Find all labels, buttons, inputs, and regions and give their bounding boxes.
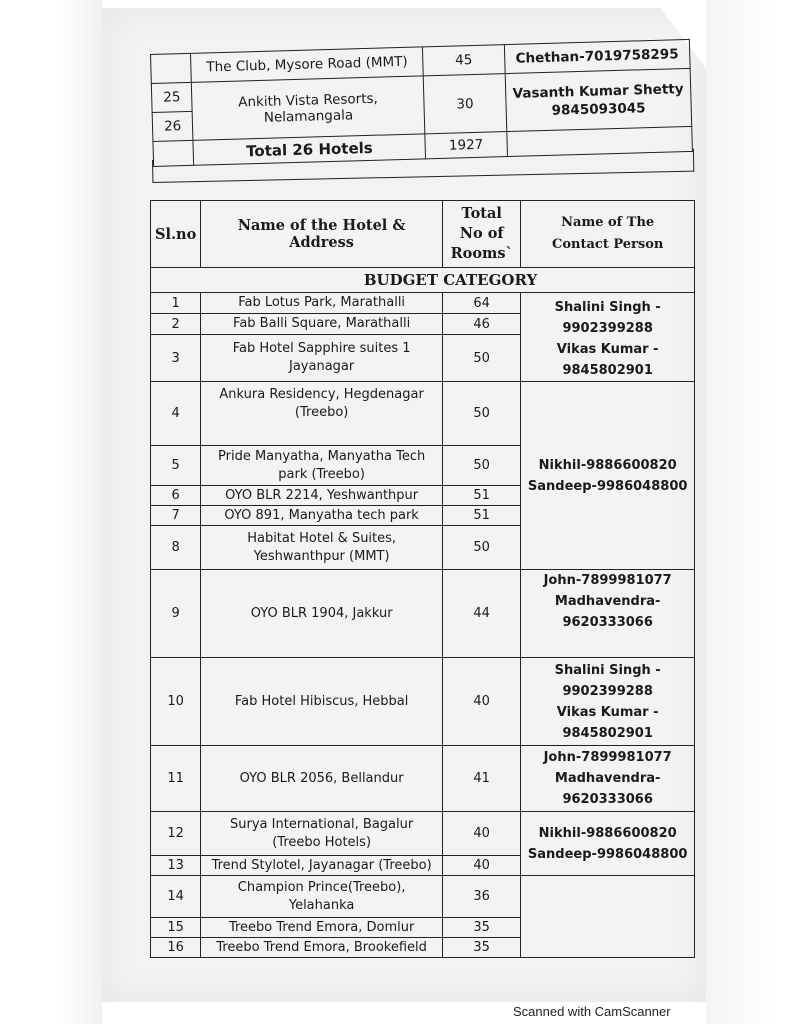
sl-cell: 15 (151, 918, 201, 938)
page-shadow-left (60, 0, 102, 1024)
category-row (151, 268, 695, 293)
hotel-name-cell: Treebo Trend Emora, Brookefield (201, 938, 443, 958)
hotel-name-cell: Pride Manyatha, Manyatha Tech park (Treebo) (201, 446, 443, 486)
total-rooms: 1927 (425, 132, 507, 159)
rooms-cell: 44 (443, 570, 521, 658)
sl-cell: 6 (151, 486, 201, 506)
hotel-name-cell: Surya International, Bagalur (Treebo Hotels) (201, 812, 443, 856)
sl-cell: 3 (151, 335, 201, 382)
scanner-watermark: Scanned with CamScanner (513, 1004, 671, 1019)
hotel-name-cell: Fab Hotel Sapphire suites 1 Jayanagar (201, 335, 443, 382)
header-row (151, 201, 695, 268)
sl-cell: 12 (151, 812, 201, 856)
category-heading: BUDGET CATEGORY (151, 268, 695, 293)
rooms-cell: 50 (443, 446, 521, 486)
header-name: Name of the Hotel & Address (201, 201, 443, 268)
sl-cell: 25 (151, 82, 192, 112)
table-row (151, 658, 695, 746)
rooms-cell: 64 (443, 293, 521, 314)
rooms-cell: 40 (443, 812, 521, 856)
header-sl: Sl.no (151, 201, 201, 268)
rooms-cell: 35 (443, 938, 521, 958)
sl-cell: 9 (151, 570, 201, 658)
sl-cell: 13 (151, 856, 201, 876)
hotel-name-cell: Treebo Trend Emora, Domlur (201, 918, 443, 938)
sl-cell: 8 (151, 526, 201, 570)
hotel-name-cell: OYO BLR 1904, Jakkur (201, 570, 443, 658)
rooms-cell: 50 (443, 526, 521, 570)
rooms-cell: 50 (443, 382, 521, 446)
contact-cell: Nikhil-9886600820 Sandeep-9986048800 (521, 812, 695, 876)
hotel-name-cell: Ankith Vista Resorts, Nelamangala (192, 76, 425, 140)
rooms-cell: 45 (422, 45, 504, 76)
sl-cell: 14 (151, 876, 201, 918)
rooms-cell: 51 (443, 486, 521, 506)
top-table (150, 39, 693, 167)
hotel-name-cell: Trend Stylotel, Jayanagar (Treebo) (201, 856, 443, 876)
hotel-name-cell: OYO 891, Manyatha tech park (201, 506, 443, 526)
sl-cell: 10 (151, 658, 201, 746)
sl-cell: 1 (151, 293, 201, 314)
hotel-name-cell: The Club, Mysore Road (MMT) (191, 47, 423, 82)
rooms-cell: 50 (443, 335, 521, 382)
rooms-cell: 40 (443, 856, 521, 876)
sl-cell: 11 (151, 746, 201, 812)
table-row (151, 293, 695, 314)
budget-hotels-table (150, 200, 695, 958)
rooms-cell: 36 (443, 876, 521, 918)
sl-cell: 26 (152, 111, 193, 141)
hotel-name-cell: Fab Lotus Park, Marathalli (201, 293, 443, 314)
table-row (151, 570, 695, 658)
sl-cell: 4 (151, 382, 201, 446)
rooms-cell: 46 (443, 314, 521, 335)
rooms-cell: 35 (443, 918, 521, 938)
sl-cell: 16 (151, 938, 201, 958)
hotel-name-cell: Habitat Hotel & Suites, Yeshwanthpur (MMT) (201, 526, 443, 570)
rooms-cell: 51 (443, 506, 521, 526)
contact-cell: Shalini Singh - 9902399288 Vikas Kumar - 9845802901 (521, 293, 695, 382)
hotel-name-cell: OYO BLR 2056, Bellandur (201, 746, 443, 812)
hotel-name-cell: Fab Hotel Hibiscus, Hebbal (201, 658, 443, 746)
sl-cell (151, 53, 192, 83)
table-row (151, 746, 695, 812)
table-row (151, 382, 695, 446)
hotel-name-cell: OYO BLR 2214, Yeshwanthpur (201, 486, 443, 506)
hotel-name-cell: Ankura Residency, Hegdenagar (Treebo) (201, 382, 443, 446)
hotel-name-cell: Champion Prince(Treebo), Yelahanka (201, 876, 443, 918)
sl-cell: 7 (151, 506, 201, 526)
sl-cell: 5 (151, 446, 201, 486)
contact-cell: John-7899981077 Madhavendra- 9620333066 (521, 746, 695, 812)
contact-cell: Shalini Singh - 9902399288 Vikas Kumar - 9845802901 (521, 658, 695, 746)
table-row (151, 812, 695, 856)
contact-cell (521, 876, 695, 958)
rooms-cell: 30 (423, 74, 506, 134)
hotel-name-cell: Fab Balli Square, Marathalli (201, 314, 443, 335)
rooms-cell: 40 (443, 658, 521, 746)
contact-cell: Vasanth Kumar Shetty 9845093045 (505, 68, 692, 131)
sl-cell: 2 (151, 314, 201, 335)
page-shadow-right (706, 0, 776, 1024)
contact-cell: John-7899981077 Madhavendra- 9620333066 (521, 570, 695, 658)
contact-cell: Nikhil-9886600820 Sandeep-9986048800 (521, 382, 695, 570)
table-row (151, 876, 695, 918)
header-rooms: Total No of Rooms` (443, 201, 521, 268)
header-contact: Name of The Contact Person (521, 201, 695, 268)
contact-cell: Chethan-7019758295 (504, 39, 690, 73)
rooms-cell: 41 (443, 746, 521, 812)
total-label: Total 26 Hotels (193, 134, 425, 165)
